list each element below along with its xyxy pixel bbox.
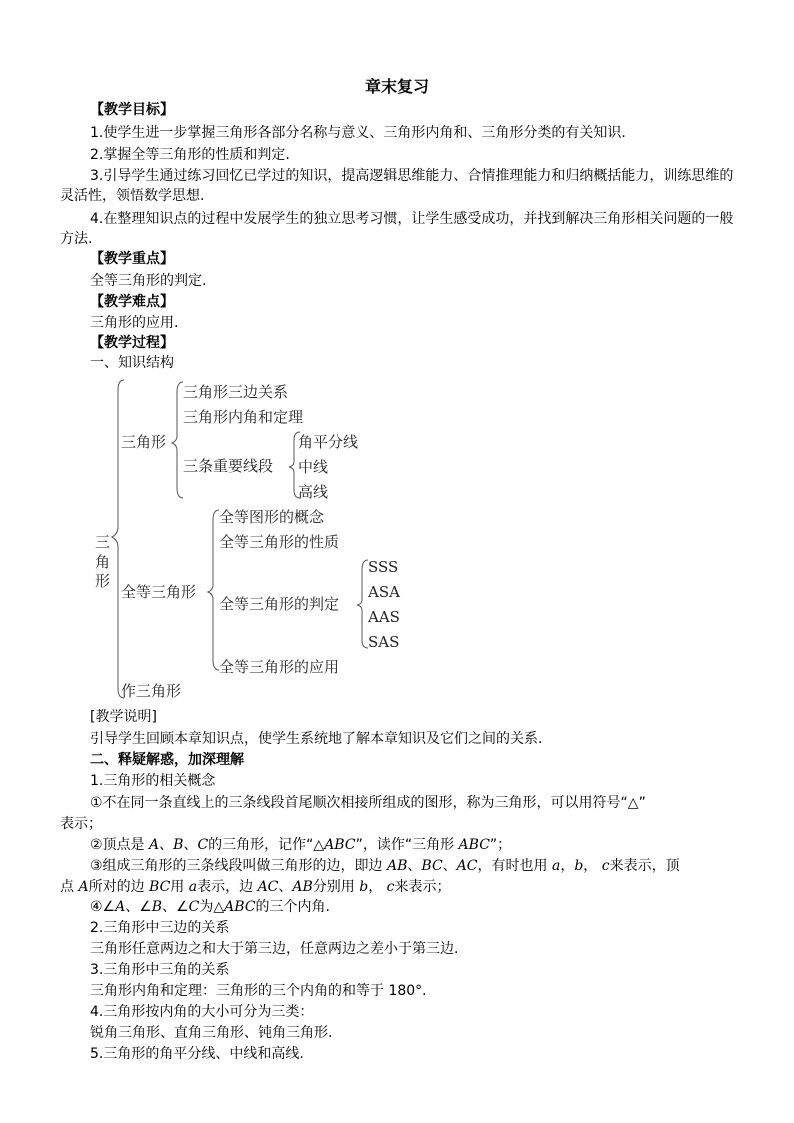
root-brace xyxy=(112,380,124,698)
difficult-text: 三角形的应用. xyxy=(90,315,179,331)
goals-heading: 【教学目标】 xyxy=(90,102,174,118)
tree-congruent: 全等三角形 xyxy=(121,583,197,601)
tree-congruent-property: 全等三角形的性质 xyxy=(219,533,340,551)
tree-angle-sum: 三角形内角和定理 xyxy=(183,408,304,426)
angle-relation-text: 三角形内角和定理：三角形的三个内角的和等于 180°． xyxy=(90,983,437,999)
goal-4: 4.在整理知识点的过程中发展学生的独立思考习惯，让学生感受成功，并找到解决三角形相关问题的一般方法. xyxy=(60,211,734,247)
part1-heading: 一、知识结构 xyxy=(90,355,174,371)
tree-criterion-aas: AAS xyxy=(368,608,400,626)
root-char-3: 形 xyxy=(95,572,111,590)
congruent-brace xyxy=(208,510,219,670)
tree-criterion-asa: ASA xyxy=(368,583,400,601)
concept-2: ②顶点是 A、B、C的三角形，记作“△ABC”，读作“三角形 ABC”； xyxy=(90,837,512,853)
tree-triangle: 三角形 xyxy=(121,433,167,451)
concept-1-line-2: 表示； xyxy=(60,816,102,832)
tree-congruent-criteria: 全等三角形的判定 xyxy=(219,595,340,613)
part2-heading: 二、释疑解惑，加深理解 xyxy=(90,752,244,768)
triangle-brace xyxy=(172,382,183,498)
tree-side-relation: 三角形三边关系 xyxy=(183,383,289,401)
goal-3: 3.引导学生通过练习回忆已学过的知识，提高逻辑思维能力、合情推理能力和归纳概括能力，训练思维的灵活性，领悟数学思想. xyxy=(60,168,734,204)
difficult-heading: 【教学难点】 xyxy=(90,294,174,310)
tree-altitude: 高线 xyxy=(298,483,329,501)
tree-criterion-sas: SAS xyxy=(368,633,400,651)
concept-title: 1.三角形的相关概念 xyxy=(90,773,216,789)
key-text: 全等三角形的判定. xyxy=(90,273,207,289)
root-char-1: 三 xyxy=(95,533,111,551)
tree-congruent-application: 全等三角形的应用 xyxy=(219,658,340,676)
explanation-heading: [教学说明] xyxy=(90,709,157,725)
key-heading: 【教学重点】 xyxy=(90,251,174,267)
tree-median: 中线 xyxy=(298,458,329,476)
tree-construct: 作三角形 xyxy=(121,682,182,700)
tree-congruent-concept: 全等图形的概念 xyxy=(219,508,325,526)
concept-1-line-1: ①不在同一条直线上的三条线段首尾顺次相接所组成的图形，称为三角形，可以用符号“△” xyxy=(90,795,646,811)
side-relation-text: 三角形任意两边之和大于第三边，任意两边之差小于第三边. xyxy=(90,941,459,957)
classification-title: 4.三角形按内角的大小可分为三类： xyxy=(90,1004,314,1020)
concept-3-line-2: 点 A所对的边 BC用 a表示，边 AC、AB分别用 b， c来表示； xyxy=(60,879,451,895)
angle-relation-title: 3.三角形中三角的关系 xyxy=(90,962,230,978)
process-heading: 【教学过程】 xyxy=(90,335,174,351)
side-relation-title: 2.三角形中三边的关系 xyxy=(90,920,230,936)
page-title: 章末复习 xyxy=(364,77,429,96)
concept-4: ④∠A、∠B、∠C为△ABC的三个内角. xyxy=(90,899,330,915)
lines-title: 5.三角形的角平分线、中线和高线. xyxy=(90,1046,304,1062)
concept-3-line-1: ③组成三角形的三条线段叫做三角形的边，即边 AB、BC、AC，有时也用 a，b， c来表示，顶 xyxy=(90,858,680,874)
tree-important-lines: 三条重要线段 xyxy=(183,457,274,475)
tree-angle-bisector: 角平分线 xyxy=(298,433,359,451)
goal-1: 1.使学生进一步掌握三角形各部分名称与意义、三角形内角和、三角形分类的有关知识. xyxy=(90,125,626,141)
criteria-brace xyxy=(357,560,368,648)
goal-2: 2.掌握全等三角形的性质和判定. xyxy=(90,147,290,163)
classification-text: 锐角三角形、直角三角形、钝角三角形. xyxy=(90,1025,333,1041)
tree-criterion-sss: SSS xyxy=(368,558,399,576)
explanation-text: 引导学生回顾本章知识点，使学生系统地了解本章知识及它们之间的关系. xyxy=(90,731,543,747)
root-char-2: 角 xyxy=(95,553,111,571)
